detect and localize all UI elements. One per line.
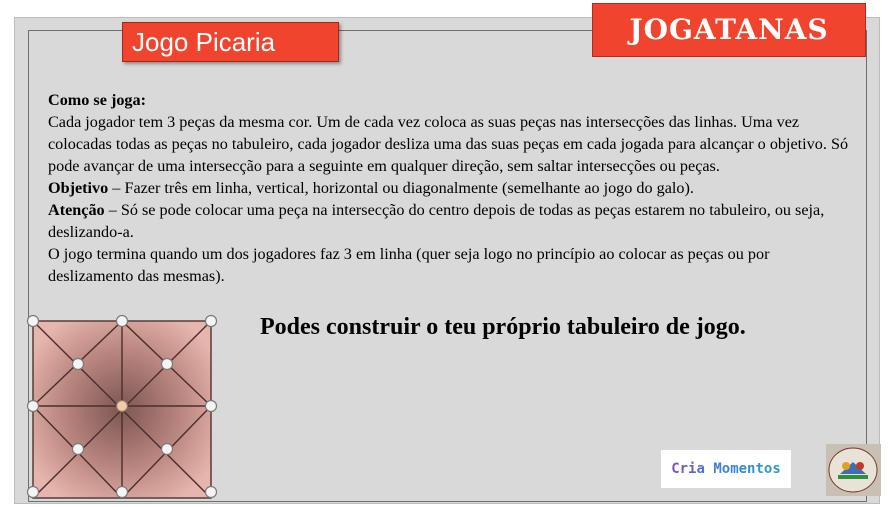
intersection-node[interactable]	[162, 359, 173, 370]
intersection-node[interactable]	[73, 444, 84, 455]
objective-line	[48, 177, 856, 199]
ending-paragraph: O jogo termina quando um dos jogadores faz 3 em linha (quer seja logo no princípio ao colocar as peças ou por deslizamento das mesmas).	[48, 245, 770, 285]
instructions-paragraph: Cada jogador tem 3 peças da mesma cor. Um de cada vez coloca as suas peças nas intersecções das linhas. Uma vez colocadas todas as peças no tabuleiro, cada jogador desliza uma das suas peças em cada jogada para alcançar o objetivo. Só pode avançar de uma intersecção para a seguinte em qualquer direção, sem saltar intersecções ou peças.	[48, 113, 849, 175]
intersection-node[interactable]	[206, 401, 217, 412]
objective-label: Objetivo	[48, 179, 109, 197]
intersection-node[interactable]	[28, 316, 39, 327]
biblioteca-logo	[826, 444, 881, 496]
instructions-heading: Como se joga:	[48, 91, 147, 109]
intersection-node[interactable]	[206, 487, 217, 498]
attention-line	[48, 199, 856, 243]
instructions-text	[48, 89, 856, 287]
intersection-node[interactable]	[162, 444, 173, 455]
objective-text: – Fazer três em linha, vertical, horizontal ou diagonalmente (semelhante ao jogo do galo).	[108, 179, 694, 197]
cria-momentos-logo	[661, 450, 791, 488]
brand-banner: JOGATANAS	[592, 3, 866, 57]
cria-momentos-text: Cria Momentos	[661, 450, 791, 488]
intersection-node[interactable]	[117, 487, 128, 498]
center-intersection[interactable]	[117, 401, 128, 412]
attention-label: Atenção	[48, 201, 105, 219]
intersection-node[interactable]	[117, 316, 128, 327]
intersection-node[interactable]	[28, 487, 39, 498]
page-title: Jogo Picaria	[122, 22, 339, 62]
intersection-node[interactable]	[28, 401, 39, 412]
intersection-node[interactable]	[73, 359, 84, 370]
build-board-callout: Podes construir o teu próprio tabuleiro de jogo.	[260, 314, 746, 340]
picaria-board	[24, 312, 224, 507]
intersection-node[interactable]	[206, 316, 217, 327]
attention-text: – Só se pode colocar uma peça na intersecção do centro depois de todas as peças estarem no tabuleiro, ou seja, deslizando-a.	[48, 201, 825, 241]
